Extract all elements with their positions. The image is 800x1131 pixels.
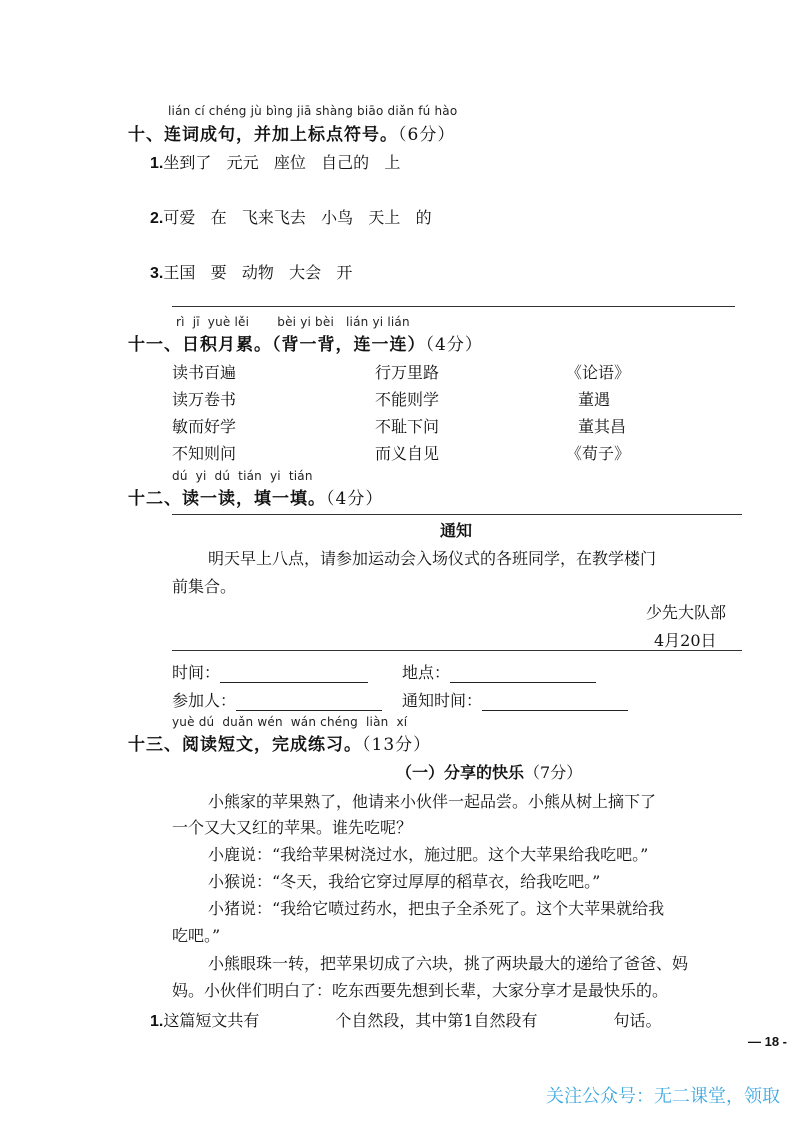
s10-item-1-text: 坐到了 元元 座位 自己的 上 [163,153,401,172]
s13-pinyin: yuè dú duǎn wén wán chéng liàn xí [172,715,408,729]
notice-title: 通知 [440,521,473,540]
passage-title: （一）分享的快乐 [396,763,525,782]
passage-p1-line2: 一个又大又红的苹果。谁先吃呢？ [172,818,413,837]
s11-title: 日积月累。（背一背，连一连） [182,335,426,355]
s13-number: 十三、 [128,735,182,755]
field-notice-time-label: 通知时间： [402,691,483,710]
question-1-number: 1. [150,1013,164,1030]
field-notice-time-blank[interactable] [482,694,628,711]
passage-p5-line2: 妈。小伙伴们明白了：吃东西要先想到长辈，大家分享才是最快乐的。 [172,981,669,1000]
notice-body-line1: 明天早上八点，请参加运动会入场仪式的各班同学，在教学楼门 [208,549,657,568]
field-place-label: 地点： [402,663,451,682]
page-number: — 18 - [748,1034,788,1049]
passage-subtitle [396,760,582,783]
field-time-label: 时间： [172,663,221,682]
s11-col1-row4: 不知则问 [172,444,237,463]
s11-col2-row2: 不能则学 [375,390,440,409]
s12-score: （4分） [326,489,384,509]
s12-heading [128,484,383,509]
s11-heading [128,330,483,355]
s11-col1-row1: 读书百遍 [172,363,237,382]
notice-top-rule [172,514,742,515]
s11-col1-row2: 读万卷书 [172,390,237,409]
s13-title: 阅读短文，完成练习。 [182,735,362,755]
s10-item-2-number: 2. [150,210,164,227]
field-time [172,660,368,683]
question-1-part-b: 个自然段，其中第1自然段有 [335,1011,538,1030]
s10-number: 十、 [128,125,164,145]
field-place-blank[interactable] [450,666,596,683]
s10-item-2-text: 可爱 在 飞来飞去 小鸟 天上 的 [163,208,432,227]
notice-signature: 少先大队部 [646,603,727,622]
s10-title: 连词成句，并加上标点符号。 [164,125,398,145]
s11-pinyin: rì jī yuè lěi bèi yi bèi lián yi lián [176,315,410,329]
s12-title: 读一读，填一填。 [182,489,326,509]
s10-item-1-number: 1. [150,155,164,172]
s10-answer-line [172,306,735,307]
passage-p2: 小鹿说：“我给苹果树浇过水，施过肥。这个大苹果给我吃吧。” [208,845,649,864]
notice-bottom-rule [172,650,742,651]
passage-p4-line1: 小猪说：“我给它喷过药水，把虫子全杀死了。这个大苹果就给我 [208,899,665,918]
s11-number: 十一、 [128,335,182,355]
s13-score: （13分） [362,735,432,755]
field-people [172,688,382,711]
s10-item-3-text: 王国 要 动物 大会 开 [163,263,353,282]
field-place [402,660,596,683]
s12-pinyin: dú yi dú tián yi tián [172,469,313,483]
field-notice-time [402,688,628,711]
s10-item-2 [150,205,432,228]
passage-p5-line1: 小熊眼珠一转，把苹果切成了六块，挑了两块最大的递给了爸爸、妈 [208,954,689,973]
s10-heading [128,120,455,145]
passage-p4-line2: 吃吧。” [172,926,221,945]
s11-col2-row4: 而义自见 [375,444,440,463]
s12-number: 十二、 [128,489,182,509]
footer-watermark-text: 关注公众号：无二课堂，领取 [546,1086,780,1107]
s13-heading [128,730,431,755]
s11-col3-row4: 《荀子》 [566,444,631,463]
s11-col3-row2: 董遇 [578,390,611,409]
passage-p1-line1: 小熊家的苹果熟了，他请来小伙伴一起品尝。小熊从树上摘下了 [208,792,657,811]
s11-col2-row1: 行万里路 [375,363,440,382]
field-people-label: 参加人： [172,691,237,710]
s10-score: （6分） [398,125,456,145]
s11-col1-row3: 敏而好学 [172,417,237,436]
passage-p3: 小猴说：“冬天，我给它穿过厚厚的稻草衣，给我吃吧。” [208,872,601,891]
question-1 [150,1008,662,1031]
s11-col3-row3: 董其昌 [578,417,627,436]
notice-body-line2: 前集合。 [172,577,237,596]
notice-date: 4月20日 [654,631,717,650]
question-1-part-c: 句话。 [613,1011,662,1030]
field-time-blank[interactable] [220,666,368,683]
s11-col3-row1: 《论语》 [566,363,631,382]
s10-item-1 [150,150,400,173]
s10-pinyin: lián cí chéng jù bìng jiā shàng biāo diǎn fú hào [168,104,458,118]
s10-item-3-number: 3. [150,265,164,282]
s10-item-3 [150,260,352,283]
s11-score: （4分） [425,335,483,355]
s11-col2-row3: 不耻下问 [375,417,440,436]
passage-score: （7分） [524,763,583,782]
field-people-blank[interactable] [236,694,382,711]
question-1-part-a: 这篇短文共有 [163,1011,260,1030]
